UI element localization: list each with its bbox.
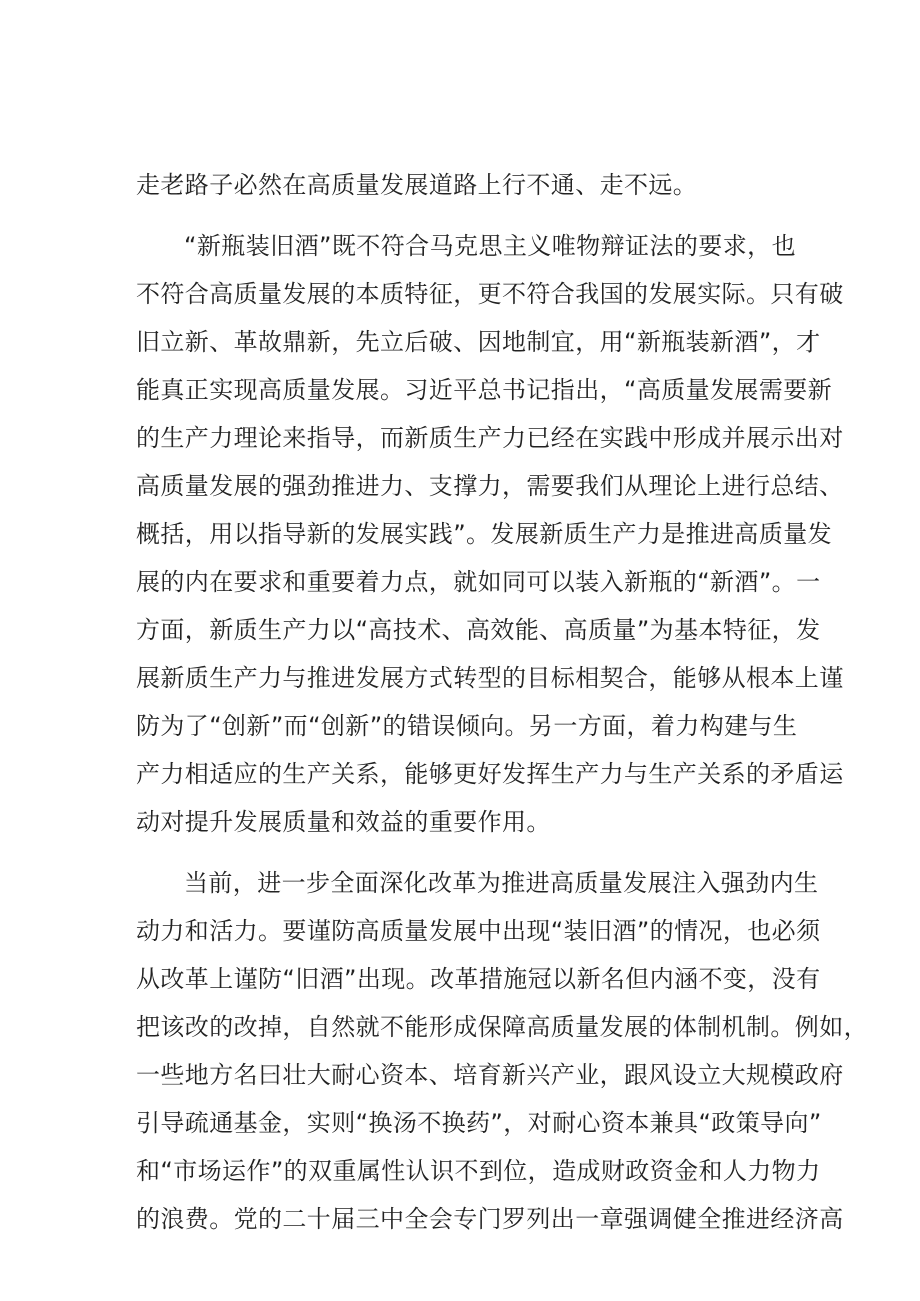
text-line: 防为了“创新”而“创新”的错误倾向。另一方面，着力构建与生 xyxy=(136,712,798,740)
text-line: 的浪费。党的二十届三中全会专门罗列出一章强调健全推进经济高 xyxy=(136,1205,844,1233)
text-line: 一些地方名曰壮大耐心资本、培育新兴产业，跟风设立大规模政府 xyxy=(136,1061,844,1089)
text-line: 从改革上谨防“旧酒”出现。改革措施冠以新名但内涵不变，没有 xyxy=(136,965,821,993)
text-line: 展的内在要求和重要着力点，就如同可以装入新瓶的“新酒”。一 xyxy=(136,568,821,596)
text-line: “新瓶装旧酒”既不符合马克思主义唯物辩证法的要求，也 xyxy=(184,232,796,260)
text-line: 引导疏通基金，实则“换汤不换药”，对耐心资本兼具“政策导向” xyxy=(136,1109,822,1137)
text-line: 能真正实现高质量发展。习近平总书记指出，“高质量发展需要新 xyxy=(136,376,833,404)
text-line: 动对提升发展质量和效益的重要作用。 xyxy=(136,808,551,836)
text-line: 方面，新质生产力以“高技术、高效能、高质量”为基本特征，发 xyxy=(136,616,821,644)
text-line: 走老路子必然在高质量发展道路上行不通、走不远。 xyxy=(136,171,698,199)
text-line: 的生产力理论来指导，而新质生产力已经在实践中形成并展示出对 xyxy=(136,424,844,452)
text-line: 和“市场运作”的双重属性认识不到位，造成财政资金和人力物力 xyxy=(136,1157,821,1185)
paragraph-2 xyxy=(136,222,844,846)
text-line: 产力相适应的生产关系，能够更好发挥生产力与生产关系的矛盾运 xyxy=(136,760,844,788)
text-line: 概括，用以指导新的发展实践”。发展新质生产力是推进高质量发 xyxy=(136,520,833,548)
paragraph-gap xyxy=(136,846,796,859)
text-line: 动力和活力。要谨防高质量发展中出现“装旧酒”的情况，也必须 xyxy=(136,917,821,945)
text-line: 把该改的改掉，自然就不能形成保障高质量发展的体制机制。例如， xyxy=(136,1013,868,1041)
paragraph-3 xyxy=(136,859,868,1243)
text-line: 当前，进一步全面深化改革为推进高质量发展注入强劲内生 xyxy=(184,869,819,897)
document-body xyxy=(136,161,868,1243)
text-line: 高质量发展的强劲推进力、支撑力，需要我们从理论上进行总结、 xyxy=(136,472,844,500)
paragraph-gap xyxy=(136,209,796,222)
text-line: 展新质生产力与推进发展方式转型的目标相契合，能够从根本上谨 xyxy=(136,664,844,692)
text-line: 旧立新、革故鼎新，先立后破、因地制宜，用“新瓶装新酒”，才 xyxy=(136,328,821,356)
text-line: 不符合高质量发展的本质特征，更不符合我国的发展实际。只有破 xyxy=(136,280,844,308)
paragraph-1 xyxy=(136,161,796,209)
